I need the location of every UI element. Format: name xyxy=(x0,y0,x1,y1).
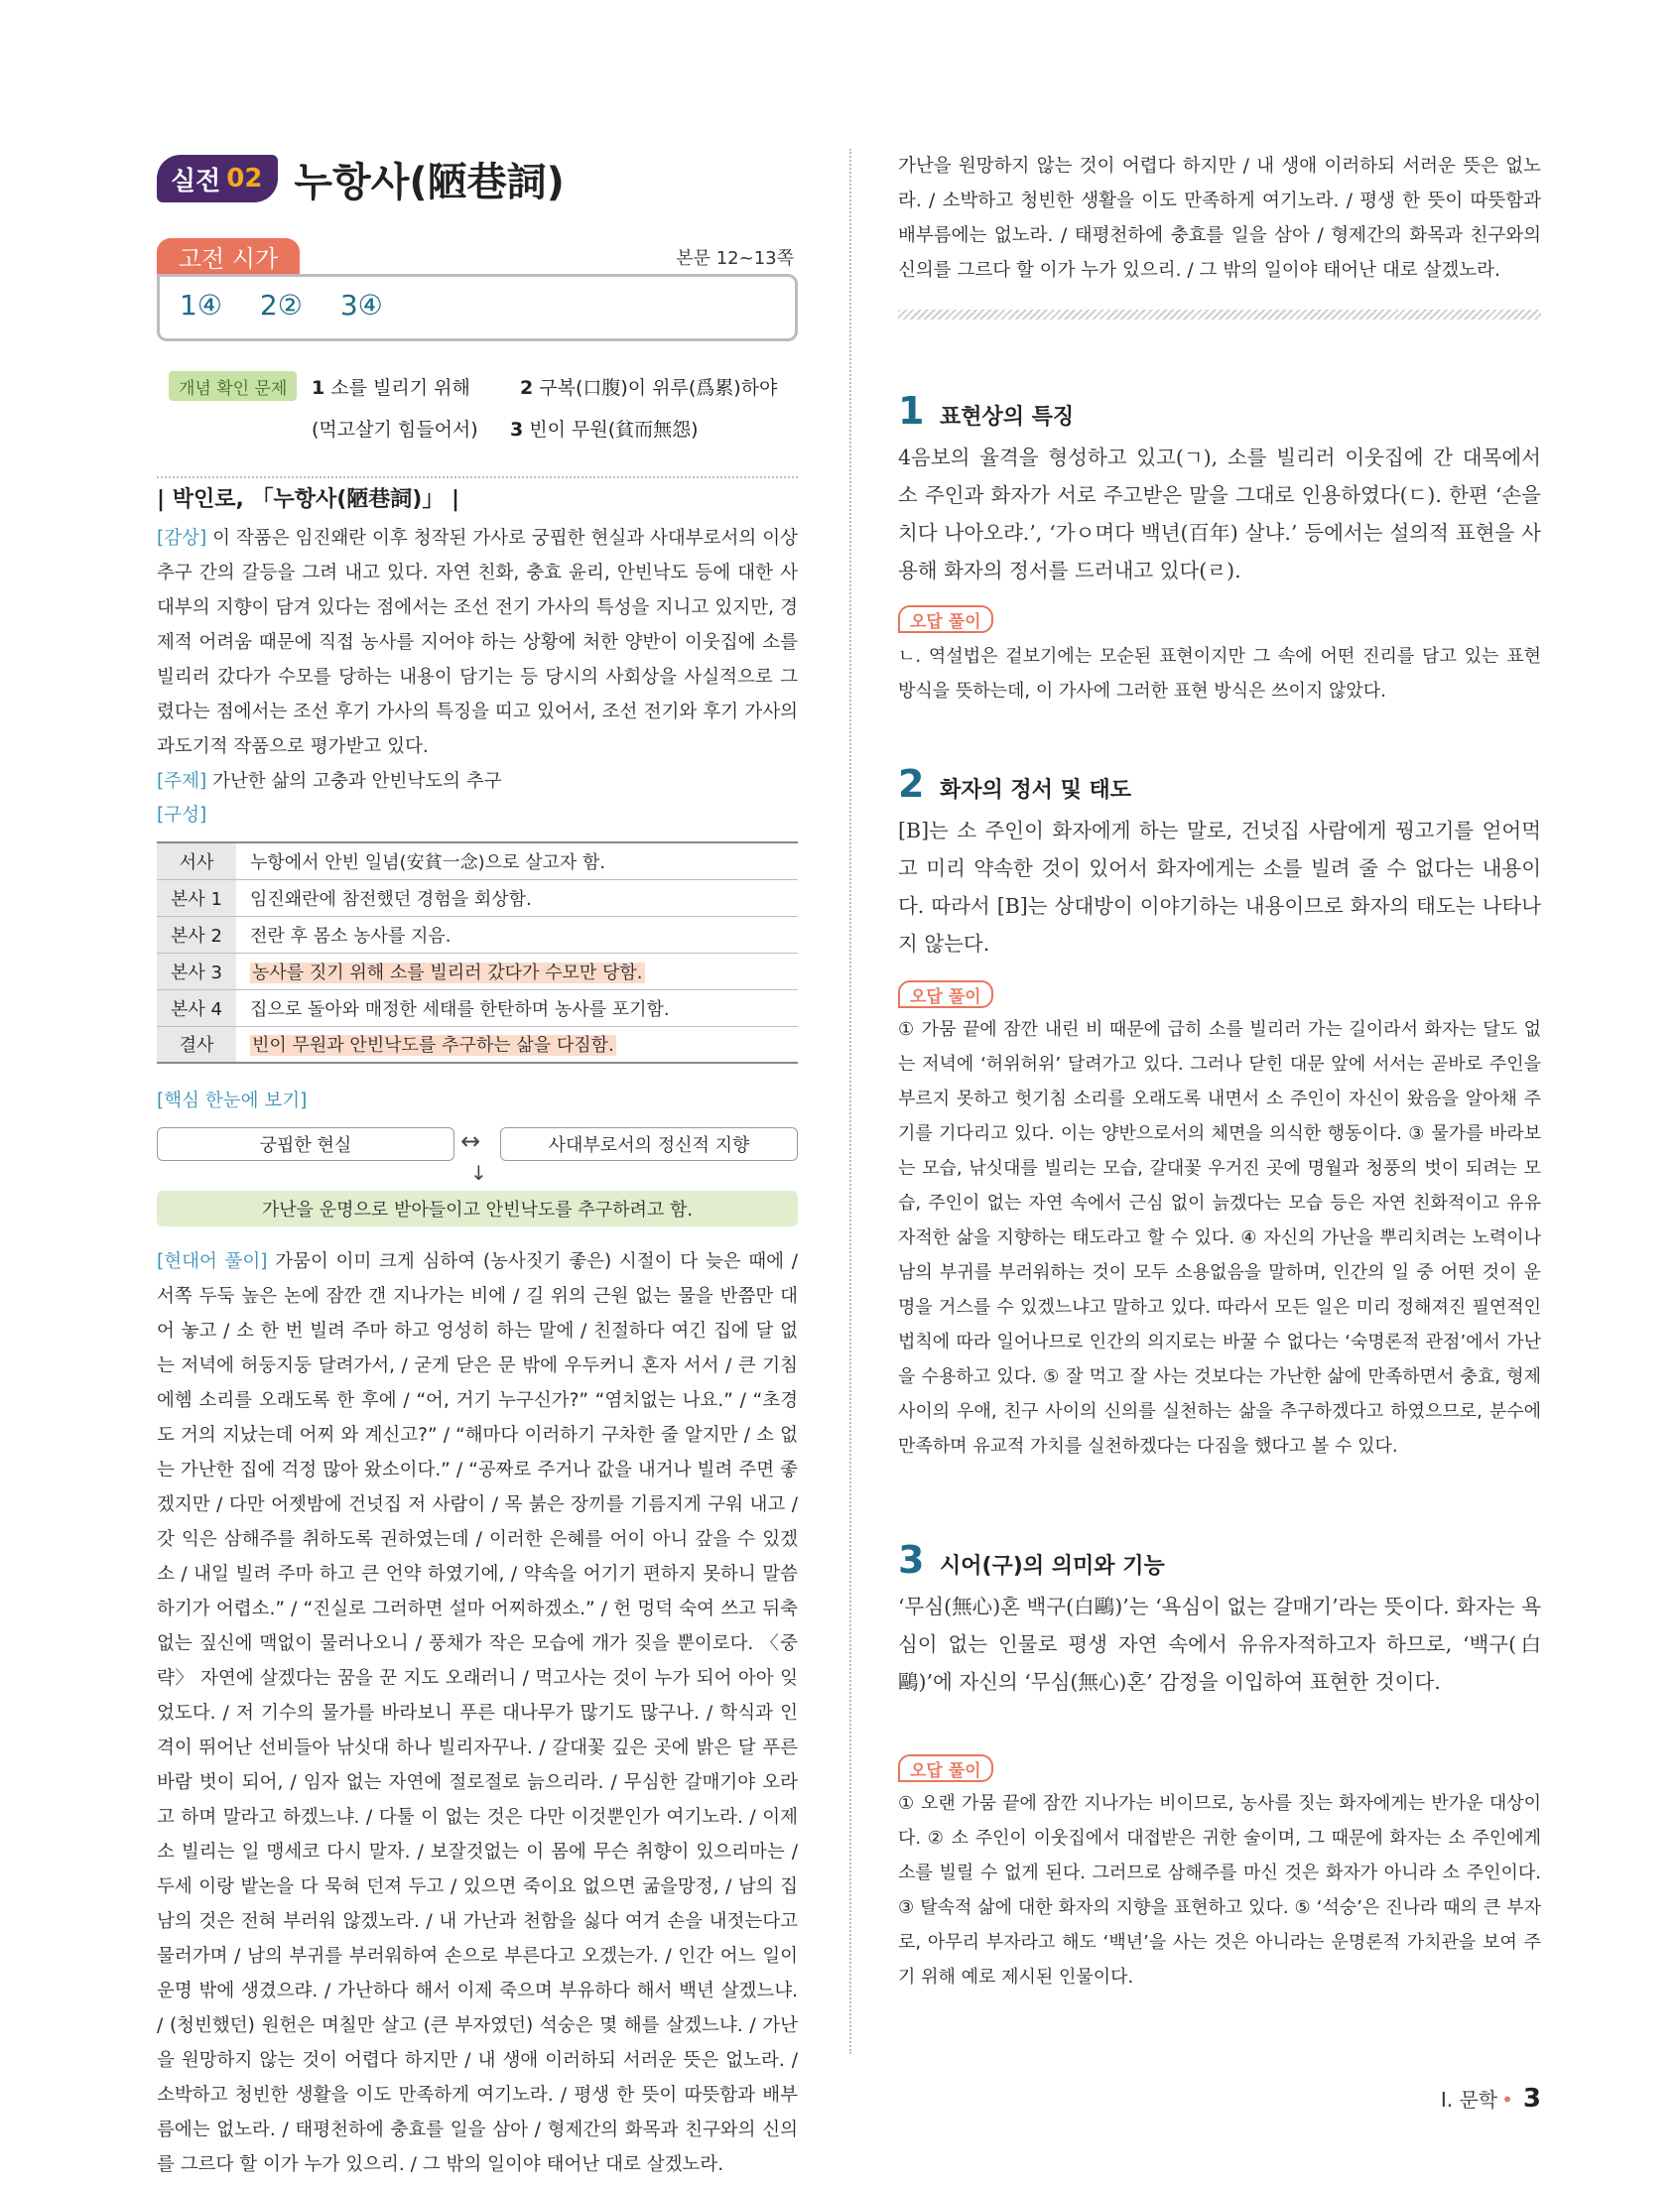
title-badge-number: 02 xyxy=(226,164,263,193)
section-title: 화자의 정서 및 태도 xyxy=(940,778,1131,803)
answer-item: 1④ xyxy=(180,289,222,322)
odap-badge: 오답 풀이 xyxy=(898,605,993,633)
left-column xyxy=(157,149,799,2175)
footer-dot: • xyxy=(1501,2088,1513,2112)
section-heading xyxy=(898,1538,1165,1582)
modern-translation-continued: 가난을 원망하지 않는 것이 어렵다 하지만 / 내 생애 이러하되 서러운 뜻은 없노라. / 소박하고 청빈한 생활을 이도 만족하게 여기노라. / 평생 한 뜻이 따뜻함과 배부름에는 없노라. / 태평천하에 충효를 일을 삼아 / 형제간의 화목과 친구와의 신의를 그르다 할 이가 누가 있으리. / 그 밖의 일이야 태어난 대로 살겠노라. xyxy=(898,156,1541,281)
table-row: 결사 빈이 무원과 안빈낙도를 추구하는 삶을 다짐함. xyxy=(157,1026,798,1063)
concept-badge: 개념 확인 문제 xyxy=(169,371,297,401)
odap-badge: 오답 풀이 xyxy=(898,1754,993,1782)
section-title: 표현상의 특징 xyxy=(940,405,1075,430)
answer-item: 2② xyxy=(259,289,303,322)
table-row: 본사 1 임진왜란에 참전했던 경험을 회상함. xyxy=(157,879,798,916)
title-badge xyxy=(157,155,278,202)
section-number: 3 xyxy=(898,1538,925,1582)
page-title: 누항사(陋巷詞) xyxy=(294,159,565,205)
table-row: 본사 4 집으로 돌아와 매정한 세태를 한탄하며 농사를 포기함. xyxy=(157,989,798,1026)
page-number: 3 xyxy=(1522,2084,1541,2114)
tag-label: [감상] xyxy=(157,528,207,549)
down-arrow-icon: ↓ xyxy=(470,1161,487,1185)
structure-tag: [구성] xyxy=(157,805,207,826)
answer-list xyxy=(180,289,383,322)
concept-item: 1 소를 빌리기 위해 xyxy=(312,377,470,399)
section-title: 시어(구)의 의미와 기능 xyxy=(940,1554,1165,1579)
title-row xyxy=(157,149,798,208)
table-row: 본사 2 전란 후 몸소 농사를 지음. xyxy=(157,916,798,953)
tag-label: [주제] xyxy=(157,771,207,792)
summary-result: 가난을 운명으로 받아들이고 안빈낙도를 추구하려고 함. xyxy=(157,1191,798,1226)
section-number: 2 xyxy=(898,762,925,806)
wavy-divider xyxy=(898,310,1541,320)
odap-badge: 오답 풀이 xyxy=(898,980,993,1008)
page-footer xyxy=(1441,2084,1541,2114)
concept-item: 2 구복(口腹)이 위루(爲累)하야 xyxy=(520,377,778,399)
concept-check xyxy=(157,369,798,478)
concept-item: (먹고살기 힘들어서) xyxy=(312,419,478,441)
table-row: 서사 누항에서 안빈 일념(安貧一念)으로 살고자 함. xyxy=(157,842,798,879)
answer-frame xyxy=(157,274,798,341)
summary-tag: [핵심 한눈에 보기] xyxy=(157,1091,308,1111)
page-range: 본문 12~13쪽 xyxy=(676,248,794,269)
odap-notes: ㄴ. 역설법은 겉보기에는 모순된 표현이지만 그 속에 어떤 진리를 담고 있는 표현 방식을 뜻하는데, 이 가사에 그러한 표현 방식은 쓰이지 않았다. xyxy=(898,646,1541,702)
summary-right-box: 사대부로서의 정신적 지향 xyxy=(500,1127,798,1161)
both-arrow-icon: ↔ xyxy=(460,1127,481,1155)
column-divider xyxy=(849,149,851,2054)
structure-table xyxy=(157,841,798,1064)
section-heading xyxy=(898,762,1131,806)
odap-notes: ① 오랜 가뭄 끝에 잠깐 지나가는 비이므로, 농사를 짓는 화자에게는 반가운 대상이다. ② 소 주인이 이웃집에서 대접받은 귀한 술이며, 그 때문에 화자는 소 주인에게 소를 빌릴 수 없게 된다. 그러므로 삼해주를 마신 것은 화자가 아니라 소 주인이다. ③ 탈속적 삶에 대한 화자의 지향을 표현하고 있다. ⑤ ‘석숭’은 진나라 때의 큰 부자로, 아무리 부자라고 해도 ‘백년’을 사는 것은 아니라는 운명론적 가치관을 보여 주기 위해 예로 제시된 인물이다. xyxy=(898,1793,1541,1988)
section-heading xyxy=(898,389,1074,433)
answer-item: 3④ xyxy=(339,289,383,322)
section-number: 1 xyxy=(898,389,925,433)
odap-notes: ① 가뭄 끝에 잠깐 내린 비 때문에 급히 소를 빌리러 가는 길이라서 화자는 달도 없는 저녁에 ‘허위허위’ 달려가고 있다. 그러나 닫힌 대문 앞에 서서는 곧바로 주인을 부르지 못하고 헛기침 소리를 오래도록 내면서 소 주인이 자신이 왔음을 알아채 주기를 기다리고 있다. 이는 양반으로서의 체면을 의식한 행동이다. ③ 물가를 바라보는 모습, 낚싯대를 빌리는 모습, 갈대꽃 우거진 곳에 명월과 청풍의 벗이 되려는 모습, 주인이 없는 자연 속에서 근심 없이 늙겠다는 모습 등은 자연 친화적이고 유유자적한 삶을 지향하는 태도라고 할 수 있다. ④ 자신의 가난을 뿌리치려는 노력이나 남의 부귀를 부러워하는 것이 모두 소용없음을 말하며, 인간의 일 중 어떤 것이 운명을 거스를 수 있겠느냐고 말하고 있다. 따라서 모든 일은 미리 정해져진 필연적인 법칙에 따라 일어나므로 인간의 의지로는 바꿀 수 없다는 ‘숙명론적 관점’에서 가난을 수용하고 있다. ⑤ 잘 먹고 잘 사는 것보다는 가난한 삶에 만족하면서 충효, 형제 사이의 우애, 친구 사이의 신의를 실천하는 삶을 추구하겠다고 하였으므로, 분수에 만족하며 유교적 가치를 실천하겠다는 다짐을 했다고 볼 수 있다. xyxy=(898,1019,1541,1457)
theme: [주제] 가난한 삶의 고충과 안빈낙도의 추구 xyxy=(157,771,502,792)
section-body: ‘무심(無心)혼 백구(白鷗)’는 ‘욕심이 없는 갈매기’라는 뜻이다. 화자는 욕심이 없는 인물로 평생 자연 속에서 유유자적하고자 하므로, ‘백구(白鷗)’에 자신의 ‘무심(無心)혼’ 감정을 이입하여 표현한 것이다. xyxy=(898,1595,1541,1694)
modern-translation: [현대어 풀이] 가뭄이 이미 크게 심하여 (농사짓기 좋은) 시절이 다 늦은 때에 / 서쪽 두둑 높은 논에 잠깐 갠 지나가는 비에 / 길 위의 근원 없는 물을 반쯤만 대어 놓고 / 소 한 번 빌려 주마 하고 엉성히 하는 말에 / 친절하다 여긴 집에 달 없는 저녁에 허둥지둥 달려가서, / 굳게 닫은 문 밖에 우두커니 혼자 서서 / 큰 기침 에헴 소리를 오래도록 한 후에 / “어, 거기 누구신가?” “염치없는 나요.” / “초경도 거의 지났는데 어찌 와 계신고?” / “해마다 이러하기 구차한 줄 알지만 / 소 없는 가난한 집에 걱정 많아 왔소이다.” / “공짜로 주거나 값을 내거나 빌려 주면 좋겠지만 / 다만 어젯밤에 건넛집 저 사람이 / 목 붉은 장끼를 기름지게 구워 내고 / 갓 익은 삼해주를 취하도록 권하였는데 / 이러한 은혜를 어이 아니 갚을 수 있겠소 / 내일 빌려 주마 하고 큰 언약 하였기에, / 약속을 어기기 편하지 못하니 말씀하기가 어렵소.” / “진실로 그러하면 설마 어찌하겠소.” / 헌 멍덕 숙여 쓰고 뒤축 없는 짚신에 맥없이 물러나오니 / 풍채가 작은 모습에 개가 짖을 뿐이로다. 〈중략〉 자연에 살겠다는 꿈을 꾼 지도 오래러니 / 먹고사는 것이 누가 되어 아아 잊었도다. / 저 기수의 물가를 바라보니 푸른 대나무가 많기도 많구나. / 학식과 인격이 뛰어난 선비들아 낚싯대 하나 빌리자꾸나. / 갈대꽃 깊은 곳에 밝은 달 푸른 바람 벗이 되어, / 임자 없는 자연에 절로절로 늙으리라. / 무심한 갈매기야 오라고 하며 말라고 하겠느냐. / 다툴 이 없는 것은 다만 이것뿐인가 여기노라. / 이제 소 빌리는 일 맹세코 다시 말자. / 보잘것없는 이 몸에 무슨 취향이 있으리마는 / 두세 이랑 밭논을 다 묵혀 던져 두고 / 있으면 죽이요 없으면 굶을망정, / 남의 집 남의 것은 전혀 부러워 않겠노라. / 내 가난과 천함을 싫다 여겨 손을 내젓는다고 물러가며 / 남의 부귀를 부러워하여 손으로 부른다고 오겠는가. / 인간 어느 일이 운명 밖에 생겼으랴. / 가난하다 해서 이제 죽으며 부유하다 해서 백년 살겠느냐. / (청빈했던) 원헌은 며칠만 살고 (큰 부자였던) 석숭은 몇 해를 살겠느냐. / 가난을 원망하지 않는 것이 어렵다 하지만 / 내 생애 이러하되 서러운 뜻은 없노라. / 소박하고 청빈한 생활을 이도 만족하게 여기노라. / 평생 한 뜻이 따뜻함과 배부름에는 없노라. / 태평천하에 충효를 일을 삼아 / 형제간의 화목과 친구와의 신의를 그르다 할 이가 누가 있으리. / 그 밖의 일이야 태어난 대로 살겠노라. xyxy=(157,1251,799,2175)
tag-label: [현대어 풀이] xyxy=(157,1251,268,1272)
section-body: 4음보의 율격을 형성하고 있고(ㄱ), 소를 빌리러 이웃집에 간 대목에서 소 주인과 화자가 서로 주고받은 말을 그대로 인용하였다(ㄷ). 한편 ‘손을 치다 나아오랴.’, ‘가ㅇ며다 백년(百年) 살냐.’ 등에서는 설의적 표현을 사용해 화자의 정서를 드러내고 있다(ㄹ). xyxy=(898,446,1541,582)
author-line: | 박인로, 「누항사(陋巷詞)」 | xyxy=(157,487,460,512)
appreciation: [감상] 이 작품은 임진왜란 이후 청작된 가사로 궁핍한 현실과 사대부로서의 이상 추구 간의 갈등을 그려 내고 있다. 자연 친화, 충효 윤리, 안빈낙도 등에 대한 사대부의 지향이 담겨 있다는 점에서는 조선 전기 가사의 특성을 지니고 있지만, 경제적 어려움 때문에 직접 농사를 지어야 하는 상황에 처한 양반이 이웃집에 소를 빌리러 갔다가 수모를 당하는 내용이 담기는 등 당시의 사회상을 사실적으로 그렸다는 점에서는 조선 후기 가사의 특징을 띠고 있어서, 조선 전기와 후기 가사의 과도기적 작품으로 평가받고 있다. xyxy=(157,528,798,757)
genre-tab: 고전 시가 xyxy=(157,238,300,274)
summary-left-box: 궁핍한 현실 xyxy=(157,1127,454,1161)
concept-item: 3 빈이 무원(貧而無怨) xyxy=(510,419,699,441)
section-body: [B]는 소 주인이 화자에게 하는 말로, 건넛집 사람에게 꿩고기를 얻어먹고 미리 약속한 것이 있어서 화자에게는 소를 빌려 줄 수 없다는 내용이다. 따라서 [B]는 상대방이 이야기하는 내용이므로 화자의 태도는 나타나지 않는다. xyxy=(898,819,1541,956)
title-badge-label: 실전 xyxy=(171,166,221,196)
footer-section: I. 문학 xyxy=(1440,2088,1498,2112)
table-row: 본사 3 농사를 짓기 위해 소를 빌리러 갔다가 수모만 당함. xyxy=(157,953,798,989)
